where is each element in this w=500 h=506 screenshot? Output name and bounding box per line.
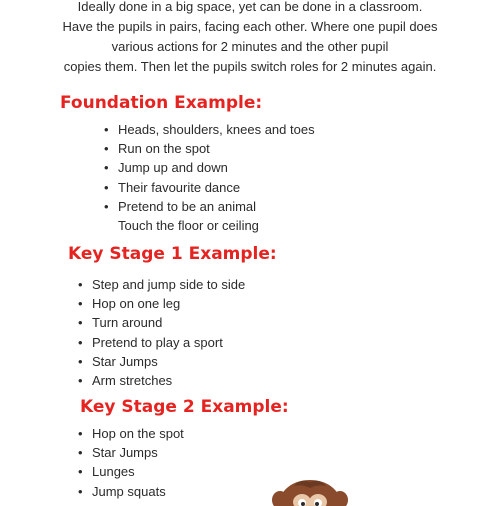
monkey-pupil-right — [315, 502, 319, 506]
list-item: • Arm stretches — [78, 371, 245, 390]
foundation-list — [104, 120, 315, 235]
intro-text — [0, 0, 500, 77]
list-item: • Pretend to be an animal — [104, 197, 315, 216]
monkey-mascot-icon — [270, 476, 350, 506]
list-item: • Hop on the spot — [78, 424, 184, 443]
list-item: • Star Jumps — [78, 443, 184, 462]
monkey-pupil-left — [301, 502, 305, 506]
intro-line: Have the pupils in pairs, facing each other. Where one pupil does — [62, 19, 438, 34]
foundation-heading: Foundation Example: — [60, 93, 263, 113]
list-item: • Run on the spot — [104, 139, 315, 158]
ks1-heading: Key Stage 1 Example: — [68, 244, 277, 264]
ks2-heading: Key Stage 2 Example: — [80, 397, 289, 417]
list-item: Touch the floor or ceiling — [118, 218, 259, 234]
intro-line: various actions for 2 minutes and the other pupil — [111, 39, 389, 54]
list-item: • Pretend to play a sport — [78, 333, 245, 352]
list-item: • Star Jumps — [78, 352, 245, 371]
ks2-list — [78, 424, 184, 501]
ks1-list — [78, 275, 245, 390]
list-item: • Hop on one leg — [78, 294, 245, 313]
list-item: • Step and jump side to side — [78, 275, 245, 294]
list-item: • Lunges — [78, 462, 184, 481]
list-item: • Heads, shoulders, knees and toes — [104, 120, 315, 139]
list-item: • Turn around — [78, 313, 245, 332]
intro-line: Ideally done in a big space, yet can be done in a classroom. — [77, 0, 423, 14]
intro-line: copies them. Then let the pupils switch roles for 2 minutes again. — [63, 59, 437, 74]
list-item: • Jump squats — [78, 482, 184, 501]
list-item: • Jump up and down — [104, 158, 315, 177]
list-item: • Their favourite dance — [104, 178, 315, 197]
